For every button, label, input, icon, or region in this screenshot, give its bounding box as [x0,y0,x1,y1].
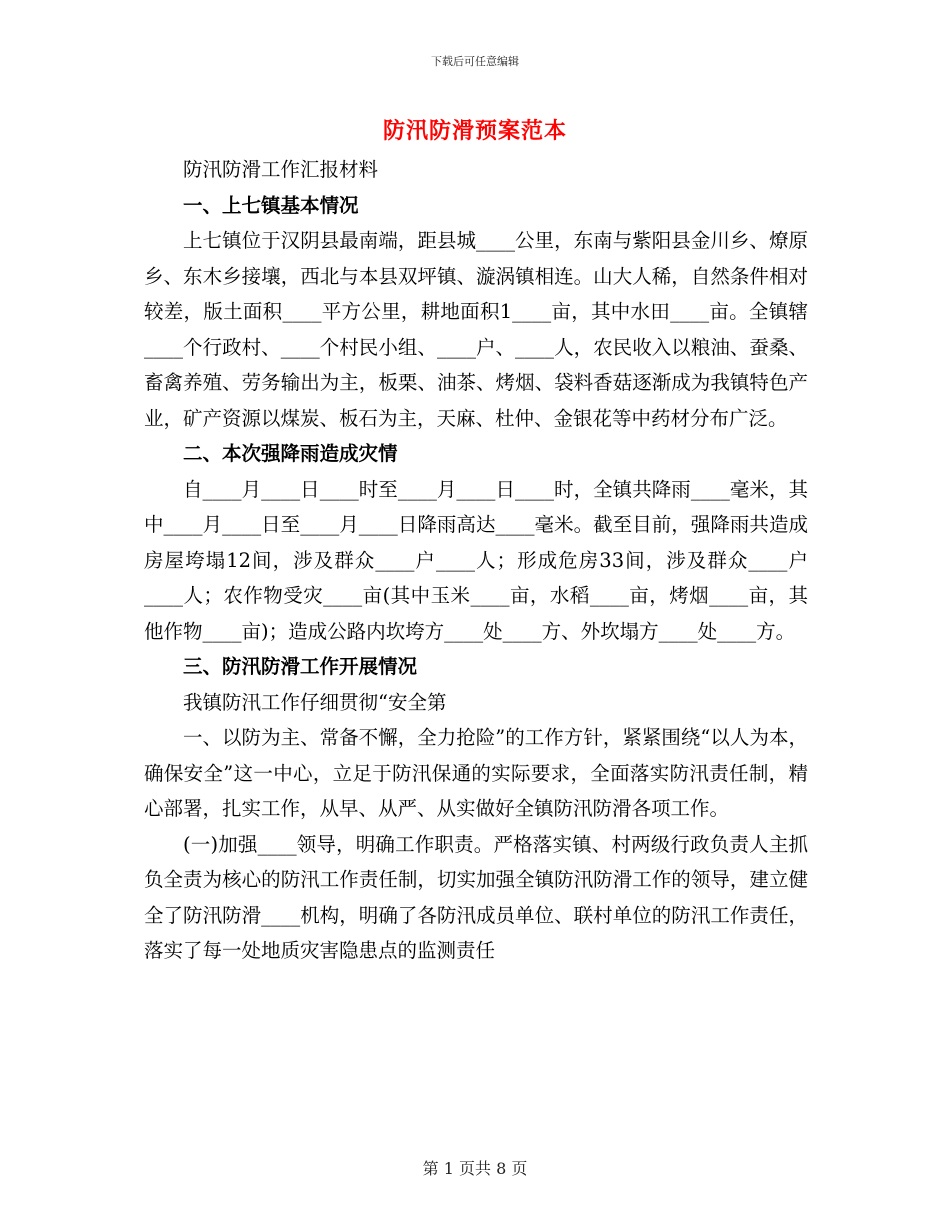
paragraph-work-policy: 一、以防为主、常备不懈，全力抢险”的工作方针，紧紧围绕“以人为本，确保安全”这一中心，立足于防汛保通的实际要求，全面落实防汛责任制，精心部署，扎实工作，从早、从严、从实做好全镇防汛防滑各项工作。 [144,726,808,820]
paragraph-disaster: 自____月____日____时至____月____日____时，全镇共降雨____毫米，其中____月____日至____月____日降雨高达____毫米。截至目前，强降雨共造成房屋垮塌12间，涉及群众____户____人；形成危房33间，涉及群众____户____人；农作物受灾____亩(其中玉米____亩，水稻____亩，烤烟____亩，其他作物____亩)；造成公路内坎垮方____处____方、外坎塌方____处____方。 [144,477,808,643]
document-title: 防汛防滑预案范本 [382,118,567,144]
section-heading-3: 三、防汛防滑工作开展情况 [183,655,418,678]
section-heading-2: 二、本次强降雨造成灾情 [183,442,398,465]
paragraph-work-intro: 我镇防汛工作仔细贯彻“安全第 [183,690,447,714]
paragraph-basic-info: 上七镇位于汉阴县最南端，距县城____公里，东南与紫阳县金川乡、燎原乡、东木乡接壤，西北与本县双坪镇、漩涡镇相连。山大人稀，自然条件相对较差，版土面积____平方公里，耕地面积1____亩，其中水田____亩。全镇辖____个行政村、____个村民小组、____户、____人，农民收入以粮油、蚕桑、畜禽养殖、劳务输出为主，板栗、油茶、烤烟、袋料香菇逐渐成为我镇特色产业，矿产资源以煤炭、板石为主，天麻、杜仲、金银花等中药材分布广泛。 [144,229,808,430]
section-heading-1: 一、上七镇基本情况 [183,193,359,217]
paragraph-leadership: (一)加强____领导，明确工作职责。严格落实镇、村两级行政负责人主抓负全责为核心的防汛工作责任制，切实加强全镇防汛防滑工作的领导，建立健全了防汛防滑____机构，明确了各防汛成员单位、联村单位的防汛工作责任，落实了每一处地质灾害隐患点的监测责任 [144,832,808,962]
page-footer: 第 1 页共 8 页 [422,1159,528,1178]
page-header: 下载后可任意编辑 [431,55,519,68]
intro-line: 防汛防滑工作汇报材料 [183,158,379,181]
document-body [144,152,808,969]
